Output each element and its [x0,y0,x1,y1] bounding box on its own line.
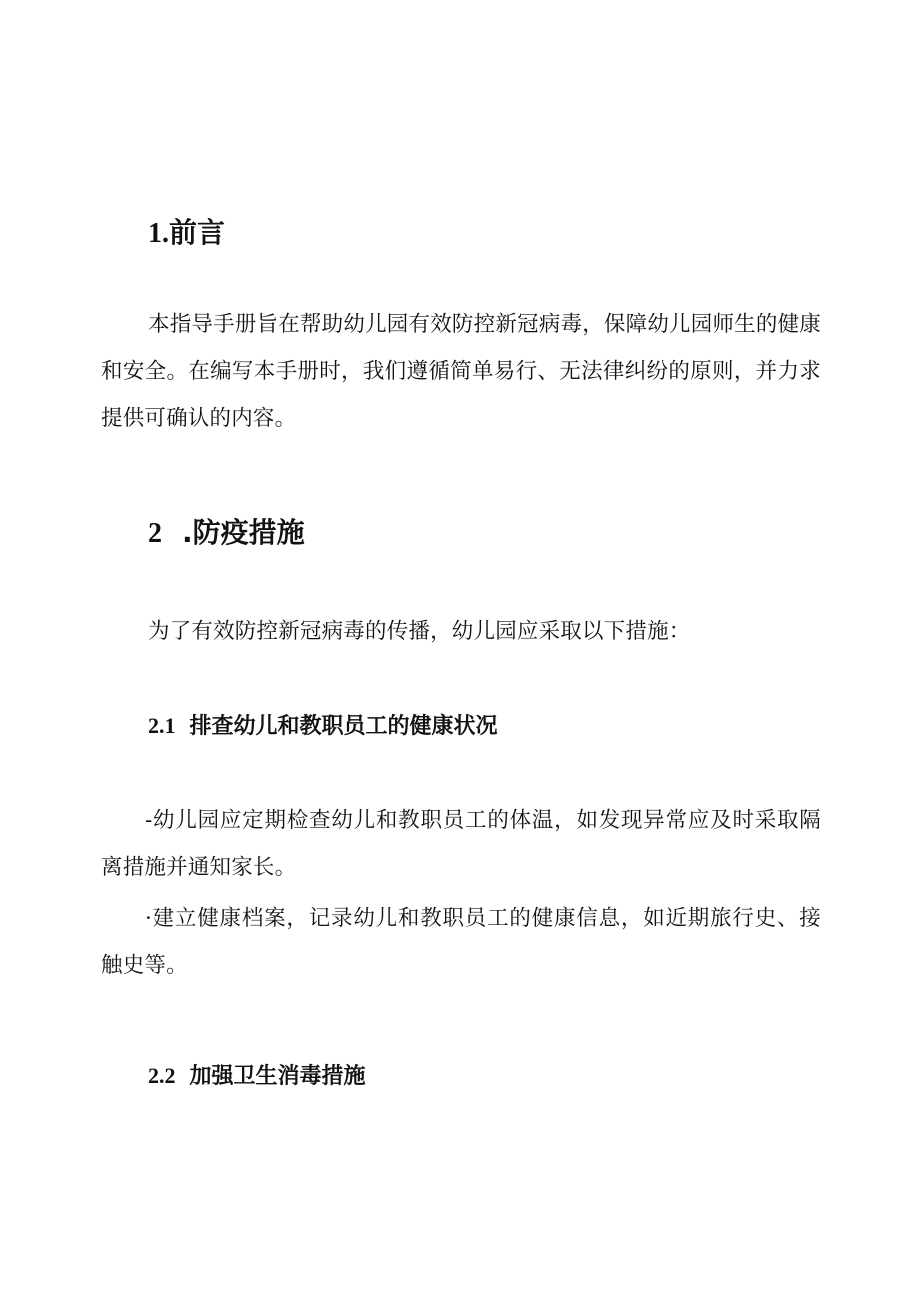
section-1-heading [148,216,225,251]
section-2-number: 2 [148,518,162,549]
section-1-title: 前言 [169,216,226,249]
section-1-paragraph: 本指导手册旨在帮助幼儿园有效防控新冠病毒，保障幼儿园师生的健康和安全。在编写本手册时，我们遵循简单易行、无法律纠纷的原则，并力求提供可确认的内容。 [101,312,821,431]
subsection-2-2-title: 加强卫生消毒措施 [189,1064,366,1089]
subsection-2-1-title: 排查幼儿和教职员工的健康状况 [189,714,498,739]
subsection-2-2-heading [148,1062,366,1091]
subsection-2-2-number: 2.2 [148,1063,176,1088]
subsection-2-1-item: -幼儿园应定期检查幼儿和教职员工的体温，如发现异常应及时采取隔离措施并通知家长。 [101,808,821,880]
subsection-2-1-heading [148,712,498,741]
subsection-2-1-item: ·建立健康档案，记录幼儿和教职员工的健康信息，如近期旅行史、接触史等。 [101,906,821,978]
section-2-heading [148,516,305,551]
section-1-number: 1. [148,218,169,249]
subsection-2-1-number: 2.1 [148,713,176,738]
section-2-title: .防疫措施 [182,516,305,549]
section-2-intro: 为了有效防控新冠病毒的传播，幼儿园应采取以下措施： [148,619,691,644]
